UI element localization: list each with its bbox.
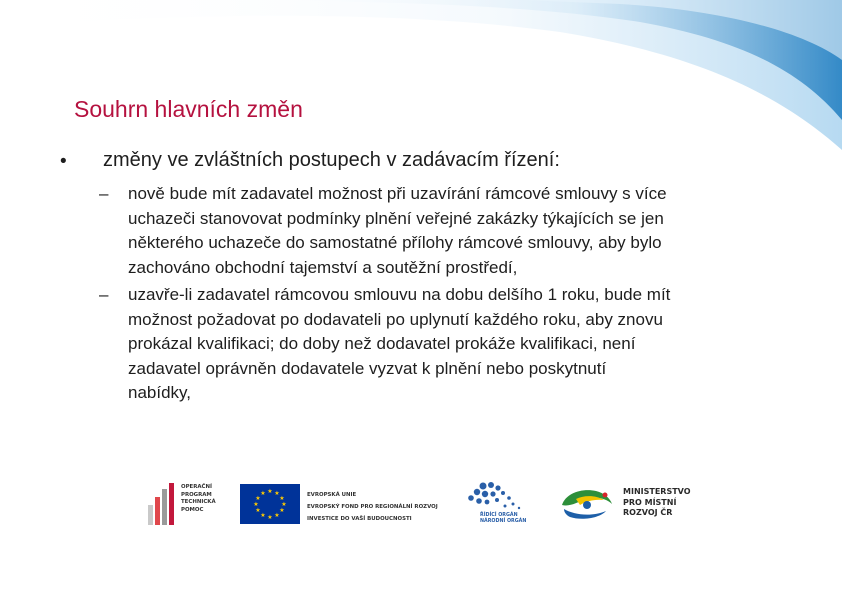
- svg-text:★: ★: [260, 490, 266, 497]
- sub-item-text: uzavře-li zadavatel rámcovou smlouvu na dobu delšího 1 roku, bude mít možnost požadovat po dodavateli po uplynutí každého roku, aby znovu prokázal kvalifikaci; do doby než dodavatel prokáže kvalifikaci, není zadavatel oprávněn dodavatele vyzvat k plnění nebo poskytnutí nabídky,: [128, 285, 671, 402]
- svg-text:★: ★: [274, 490, 280, 497]
- mmr-logo-icon: [560, 485, 614, 521]
- op-tp-logo-icon: [146, 483, 178, 525]
- dash-symbol: –: [99, 184, 109, 203]
- main-bullet-text: změny ve zvláštních postupech v zadávacím řízení:: [103, 149, 560, 171]
- eu-logo-text: EVROPSKÁ UNIE EVROPSKÝ FOND PRO REGIONÁLNÍ ROZVOJ INVESTICE DO VAŠÍ BUDOUCNOSTI: [307, 492, 438, 522]
- svg-text:★: ★: [267, 514, 273, 521]
- main-bullet-symbol: •: [60, 151, 67, 172]
- dash-symbol: –: [99, 285, 109, 304]
- svg-text:★: ★: [279, 495, 285, 502]
- svg-text:★: ★: [267, 488, 273, 495]
- decorative-swoosh: [0, 0, 842, 170]
- eu-flag-icon: [240, 484, 300, 524]
- sub-item: [99, 182, 799, 282]
- sub-item: [99, 283, 799, 408]
- mmr-logo-text: MINISTERSTVO PRO MÍSTNÍ ROZVOJ ČR: [623, 487, 691, 517]
- svg-text:★: ★: [255, 507, 261, 514]
- ridici-organ-logo-icon: [463, 480, 529, 516]
- ridici-organ-logo-text: ŘÍDÍCÍ ORGÁN NÁRODNÍ ORGÁN: [480, 513, 527, 524]
- svg-text:★: ★: [281, 501, 287, 508]
- svg-text:★: ★: [255, 495, 261, 502]
- op-tp-logo-text: OPERAČNÍ PROGRAM TECHNICKÁ POMOC: [181, 484, 216, 513]
- svg-text:★: ★: [279, 507, 285, 514]
- sub-item-text: nově bude mít zadavatel možnost při uzavírání rámcové smlouvy s více uchazeči stanovovat podmínky plnění veřejné zakázky týkajících se jen některého uchazeče do samostatné přílohy rámcové smlouvy, aby bylo zachováno obchodní tajemství a soutěžní prostředí,: [128, 184, 667, 277]
- svg-text:★: ★: [260, 512, 266, 519]
- slide-title: Souhrn hlavních změn: [74, 96, 303, 122]
- svg-text:★: ★: [253, 501, 259, 508]
- logo-bar: [0, 470, 842, 540]
- svg-text:★: ★: [274, 512, 280, 519]
